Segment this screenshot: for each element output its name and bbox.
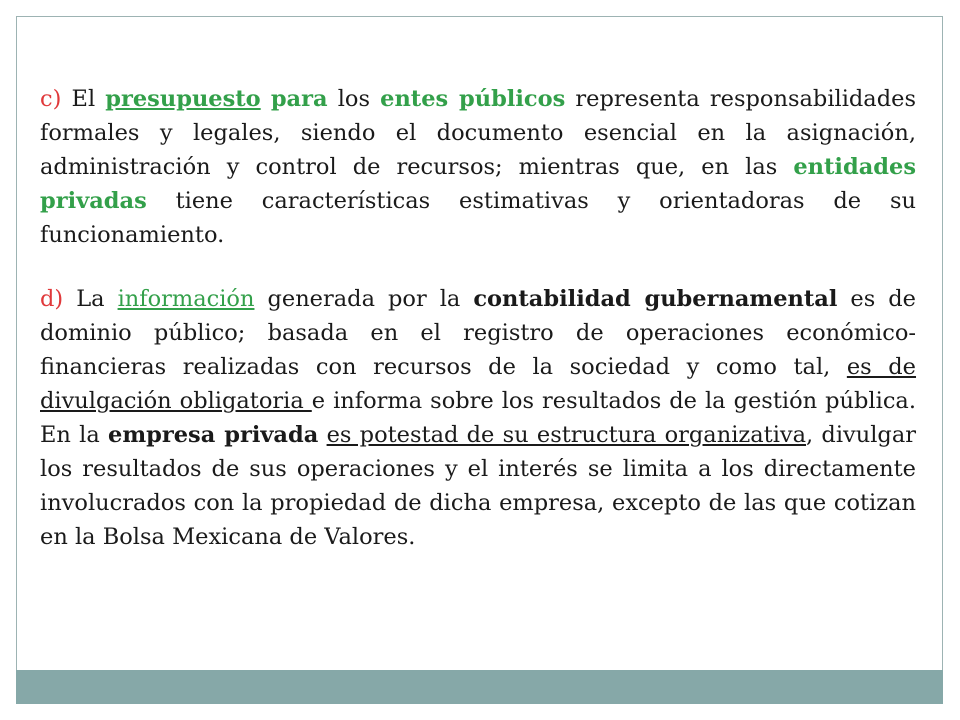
marker-d: d) [40, 286, 64, 312]
term-entidades-privadas: entidades privadas [40, 154, 916, 214]
text-d-1: La [63, 286, 118, 312]
text-d-3: es de dominio público; basada en el registro de operaciones económico-financieras realizadas con recursos de la sociedad y como tal, [40, 286, 916, 380]
text-d-2: generada por la [254, 286, 474, 312]
text-d-4: e informa sobre los resultados de la gestión pública. En la [40, 388, 916, 448]
marker-c: c) [40, 86, 62, 112]
text-c-5: tiene características estimativas y orientadoras de su funcionamiento. [40, 188, 916, 248]
term-para: para [270, 86, 328, 112]
text-c-4: representa responsabilidades formales y legales, siendo el documento esencial en la asignación, administración y control de recursos; mientras que, en las [40, 86, 916, 180]
term-empresa-privada: empresa privada [108, 422, 319, 448]
paragraph-c [40, 82, 916, 252]
text-c-2 [261, 86, 271, 112]
text-d-5 [318, 422, 326, 448]
phrase-divulgacion-obligatoria: es de divulgación obligatoria [40, 354, 917, 414]
term-entes-publicos: entes públicos [380, 86, 566, 112]
text-d-6: , divulgar los resultados de sus operaciones y el interés se limita a los directamente involucrados con la propiedad de dicha empresa, excepto de las que cotizan en la Bolsa Mexicana de Valores. [40, 422, 916, 550]
slide-body [40, 82, 916, 554]
paragraph-d [40, 282, 916, 554]
text-c-3: los [327, 86, 381, 112]
term-presupuesto: presupuesto [105, 86, 261, 112]
phrase-potestad: es potestad de su estructura organizativa [326, 422, 807, 448]
text-c-1: El [61, 86, 106, 112]
footer-bar [16, 670, 943, 704]
term-informacion: información [117, 286, 255, 312]
term-contabilidad-gubernamental: contabilidad gubernamental [473, 286, 838, 312]
